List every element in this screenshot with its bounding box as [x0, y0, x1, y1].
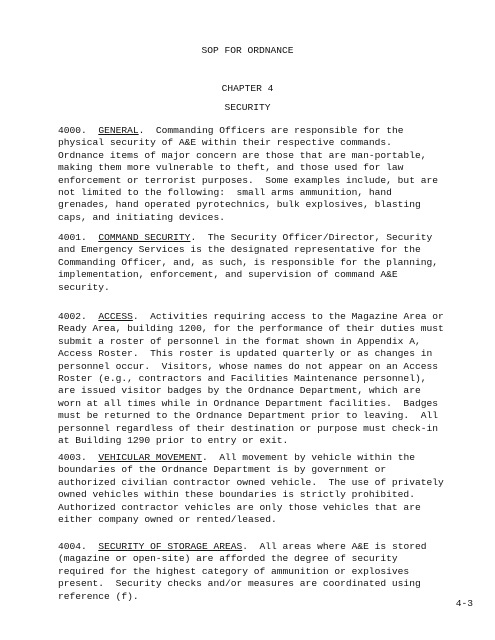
section-number: 4004. — [58, 541, 87, 552]
section-first-line: 4002. ACCESS. Activities requiring access to the Magazine Area or — [58, 311, 444, 322]
section-heading: ACCESS — [98, 311, 133, 322]
section-line: and Emergency Services is the designated representative for the — [58, 244, 421, 256]
section-line: reference (f). — [58, 590, 139, 602]
section-first-text: All movement by vehicle within the — [219, 452, 415, 463]
section-line: worn at all times while in Ordnance Department facilities. Badges — [58, 397, 438, 409]
section-line: personnel occur. Visitors, whose names do not appear on an Access — [58, 360, 438, 372]
section-line: Authorized contractor vehicles are only those vehicles that are — [58, 501, 421, 513]
section-line: not limited to the following: small arms ammunition, hand — [58, 187, 392, 199]
section-first-text: Activities requiring access to the Magazine Area or — [150, 311, 444, 322]
section-4000 — [58, 125, 478, 224]
section-first-line: 4001. COMMAND SECURITY. The Security Officer/Director, Security — [58, 232, 433, 243]
section-4004 — [58, 541, 478, 603]
section-line: authorized civilian contractor owned vehicle. The use of privately — [58, 476, 444, 488]
section-heading: VEHICULAR MOVEMENT — [98, 452, 202, 463]
section-number: 4000. — [58, 125, 87, 136]
section-heading: COMMAND SECURITY — [98, 232, 191, 243]
section-line: grenades, hand operated pyrotechnics, bulk explosives, blasting — [58, 199, 421, 211]
section-line: present. Security checks and/or measures are coordinated using — [58, 578, 421, 590]
section-first-text: All areas where A&E is stored — [259, 541, 427, 552]
section-first-line: 4003. VEHICULAR MOVEMENT. All movement by vehicle within the — [58, 452, 415, 463]
section-line: must be returned to the Ordnance Department prior to leaving. All — [58, 410, 438, 422]
section-line: Access Roster. This roster is updated quarterly or as changes in — [58, 348, 433, 360]
section-number: 4003. — [58, 452, 87, 463]
section-line: implementation, enforcement, and supervision of command A&E — [58, 269, 398, 281]
section-line: personnel regardless of their destination or purpose must check-in — [58, 422, 438, 434]
section-first-line: 4004. SECURITY OF STORAGE AREAS. All areas where A&E is stored — [58, 541, 427, 552]
section-first-text: Commanding Officers are responsible for the — [155, 125, 404, 136]
section-heading: SECURITY OF STORAGE AREAS — [98, 541, 243, 552]
section-number: 4001. — [58, 232, 87, 243]
section-first-text: The Security Officer/Director, Security — [207, 232, 433, 243]
section-heading: GENERAL — [98, 125, 139, 136]
section-line: boundaries of the Ordnance Department is by government or — [58, 464, 387, 476]
section-4003 — [58, 452, 478, 526]
chapter-number: CHAPTER 4 — [221, 83, 274, 94]
document-title: SOP FOR ORDNANCE — [201, 45, 294, 56]
section-line: making them more vulnerable to theft, and those used for law — [58, 162, 404, 174]
section-line: Roster (e.g., contractors and Facilities Maintenance personnel), — [58, 373, 427, 385]
section-line: caps, and initiating devices. — [58, 211, 225, 223]
section-number: 4002. — [58, 311, 87, 322]
section-line: at Building 1290 prior to entry or exit. — [58, 435, 289, 447]
section-line: required for the highest category of ammunition or explosives — [58, 565, 410, 577]
section-line: Ordnance items of major concern are those that are man-portable, — [58, 149, 427, 161]
section-4002 — [58, 311, 478, 447]
section-line: enforcement or terrorist purposes. Some examples include, but are — [58, 174, 438, 186]
section-line: Commanding Officer, and, as such, is responsible for the planning, — [58, 256, 438, 268]
section-line: are issued visitor badges by the Ordnance Department, which are — [58, 385, 421, 397]
chapter-title: SECURITY — [224, 102, 271, 113]
section-line: (magazine or open-site) are afforded the degree of security — [58, 553, 398, 565]
section-4001 — [58, 232, 478, 294]
section-line: submit a roster of personnel in the format shown in Appendix A, — [58, 335, 421, 347]
page-number: 4-3 — [455, 598, 473, 609]
section-line: owned vehicles within these boundaries is strictly prohibited. — [58, 489, 415, 501]
section-line: either company owned or rented/leased. — [58, 514, 277, 526]
section-line: Ready Area, building 1200, for the performance of their duties must — [58, 323, 444, 335]
section-line: security. — [58, 281, 110, 293]
section-line: physical security of A&E within their respective commands. — [58, 137, 392, 149]
section-first-line: 4000. GENERAL. Commanding Officers are responsible for the — [58, 125, 404, 136]
